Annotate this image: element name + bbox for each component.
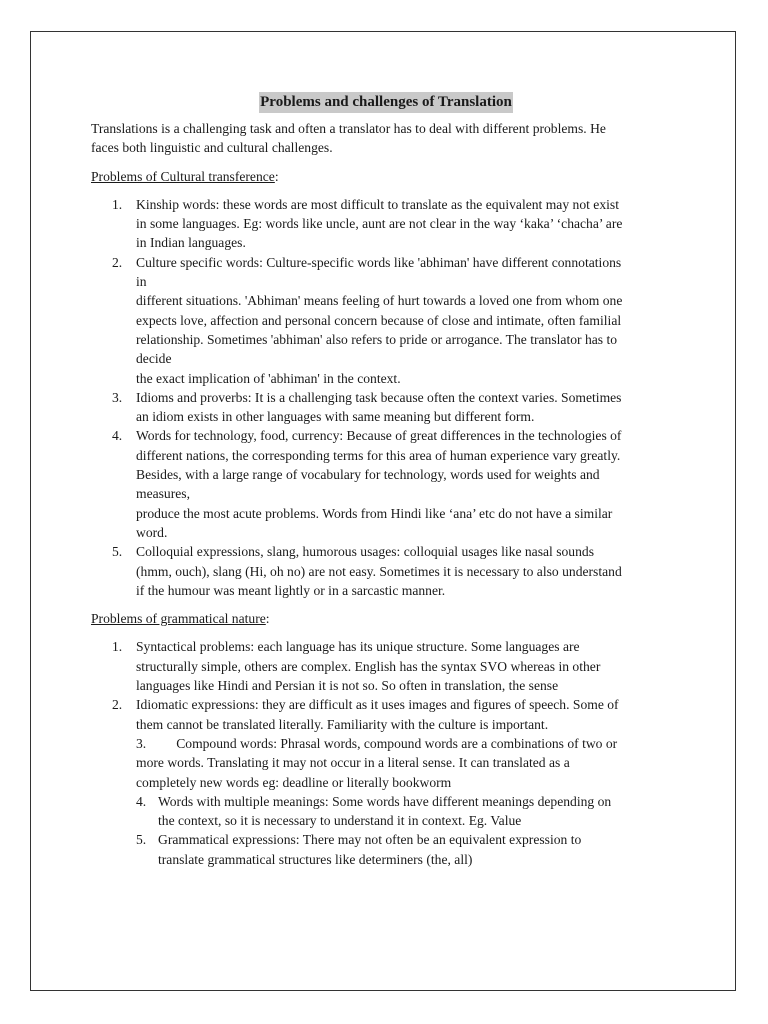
list-line: languages like Hindi and Persian it is not so. So often in translation, the sense bbox=[136, 678, 559, 694]
list-item bbox=[91, 792, 681, 831]
list-line: Idiomatic expressions: they are difficult as it uses images and figures of speech. Some of bbox=[136, 697, 619, 713]
list-line: an idiom exists in other languages with same meaning but different form. bbox=[136, 409, 535, 425]
list-line: in some languages. Eg: words like uncle, aunt are not clear in the way ‘kaka’ ‘chacha’ are bbox=[136, 216, 623, 232]
list-item bbox=[91, 195, 681, 253]
list-line: translate grammatical structures like determiners (the, all) bbox=[158, 851, 473, 867]
list-line: measures, bbox=[136, 486, 190, 502]
intro-line: Translations is a challenging task and often a translator has to deal with different problems. He bbox=[91, 121, 606, 136]
section-heading-text: Problems of Cultural transference bbox=[91, 168, 275, 184]
list-line: in bbox=[136, 274, 147, 290]
list-line: if the humour was meant lightly or in a sarcastic manner. bbox=[136, 582, 446, 598]
list-line: Besides, with a large range of vocabulary for technology, words used for weights and bbox=[136, 467, 600, 483]
list-number: 3. bbox=[136, 735, 147, 751]
list-line: the context, so it is necessary to understand it in context. Eg. Value bbox=[158, 813, 522, 829]
list-line: (hmm, ouch), slang (Hi, oh no) are not easy. Sometimes it is necessary to also understand bbox=[136, 563, 622, 579]
list-line: expects love, affection and personal concern because of close and intimate, often familial bbox=[136, 312, 622, 328]
list-number: 5. bbox=[136, 832, 147, 848]
section-heading-suffix: : bbox=[265, 611, 270, 627]
list-line: Compound words: Phrasal words, compound words are a combinations of two or bbox=[176, 735, 618, 751]
grammatical-problems-list bbox=[91, 637, 681, 733]
list-line: different nations, the corresponding terms for this area of human experience vary greatly. bbox=[136, 447, 621, 463]
list-number: 2. bbox=[112, 254, 123, 270]
title-wrap bbox=[91, 92, 681, 113]
list-line: completely new words eg: deadline or literally bookworm bbox=[136, 774, 452, 790]
list-line: Words for technology, food, currency: Because of great differences in the technologies of bbox=[136, 428, 622, 444]
compound-words-paragraph bbox=[91, 734, 681, 792]
list-line: in Indian languages. bbox=[136, 235, 246, 251]
list-line: the exact implication of 'abhiman' in the context. bbox=[136, 370, 401, 386]
list-line: decide bbox=[136, 351, 172, 367]
list-number: 5. bbox=[112, 544, 123, 560]
section-heading-text: Problems of grammatical nature bbox=[91, 611, 266, 627]
list-item bbox=[91, 388, 681, 427]
list-number: 3. bbox=[112, 389, 123, 405]
list-line: relationship. Sometimes 'abhiman' also refers to pride or arrogance. The translator has to bbox=[136, 331, 618, 347]
list-line: Kinship words: these words are most difficult to translate as the equivalent may not exist bbox=[136, 196, 619, 212]
page-title: Problems and challenges of Translation bbox=[259, 92, 513, 113]
list-line: Words with multiple meanings: Some words have different meanings depending on bbox=[158, 793, 612, 809]
list-item bbox=[91, 830, 681, 869]
list-item bbox=[91, 542, 681, 600]
list-line: Grammatical expressions: There may not often be an equivalent expression to bbox=[158, 832, 582, 848]
list-number: 4. bbox=[112, 428, 123, 444]
document-page bbox=[30, 31, 736, 991]
list-number: 1. bbox=[112, 196, 123, 212]
grammatical-problems-list-continued bbox=[91, 792, 681, 869]
list-item bbox=[91, 637, 681, 695]
list-item bbox=[91, 695, 681, 734]
list-number: 4. bbox=[136, 793, 147, 809]
list-line: different situations. 'Abhiman' means feeling of hurt towards a loved one from whom one bbox=[136, 293, 623, 309]
list-item bbox=[91, 253, 681, 388]
list-line: Culture specific words: Culture-specific words like 'abhiman' have different connotations bbox=[136, 254, 622, 270]
list-number: 1. bbox=[112, 639, 123, 655]
cultural-problems-list bbox=[91, 195, 681, 600]
list-line: produce the most acute problems. Words from Hindi like ‘ana’ etc do not have a similar bbox=[136, 505, 613, 521]
list-line: Colloquial expressions, slang, humorous usages: colloquial usages like nasal sounds bbox=[136, 544, 594, 560]
document-content bbox=[91, 92, 681, 869]
section-heading-cultural bbox=[91, 167, 681, 186]
list-line: Syntactical problems: each language has its unique structure. Some languages are bbox=[136, 639, 580, 655]
list-line: Idioms and proverbs: It is a challenging task because often the context varies. Sometimes bbox=[136, 389, 622, 405]
list-item bbox=[91, 426, 681, 542]
intro-line: faces both linguistic and cultural challenges. bbox=[91, 140, 333, 156]
list-line: more words. Translating it may not occur in a literal sense. It can translated as a bbox=[136, 755, 570, 771]
intro-paragraph bbox=[91, 119, 681, 158]
list-line: word. bbox=[136, 524, 168, 540]
section-heading-suffix: : bbox=[274, 168, 279, 184]
compound-line-first bbox=[91, 734, 681, 753]
list-number: 2. bbox=[112, 697, 123, 713]
section-heading-grammatical bbox=[91, 609, 681, 628]
list-line: structurally simple, others are complex. English has the syntax SVO whereas in other bbox=[136, 658, 601, 674]
list-line: them cannot be translated literally. Familiarity with the culture is important. bbox=[136, 716, 549, 732]
